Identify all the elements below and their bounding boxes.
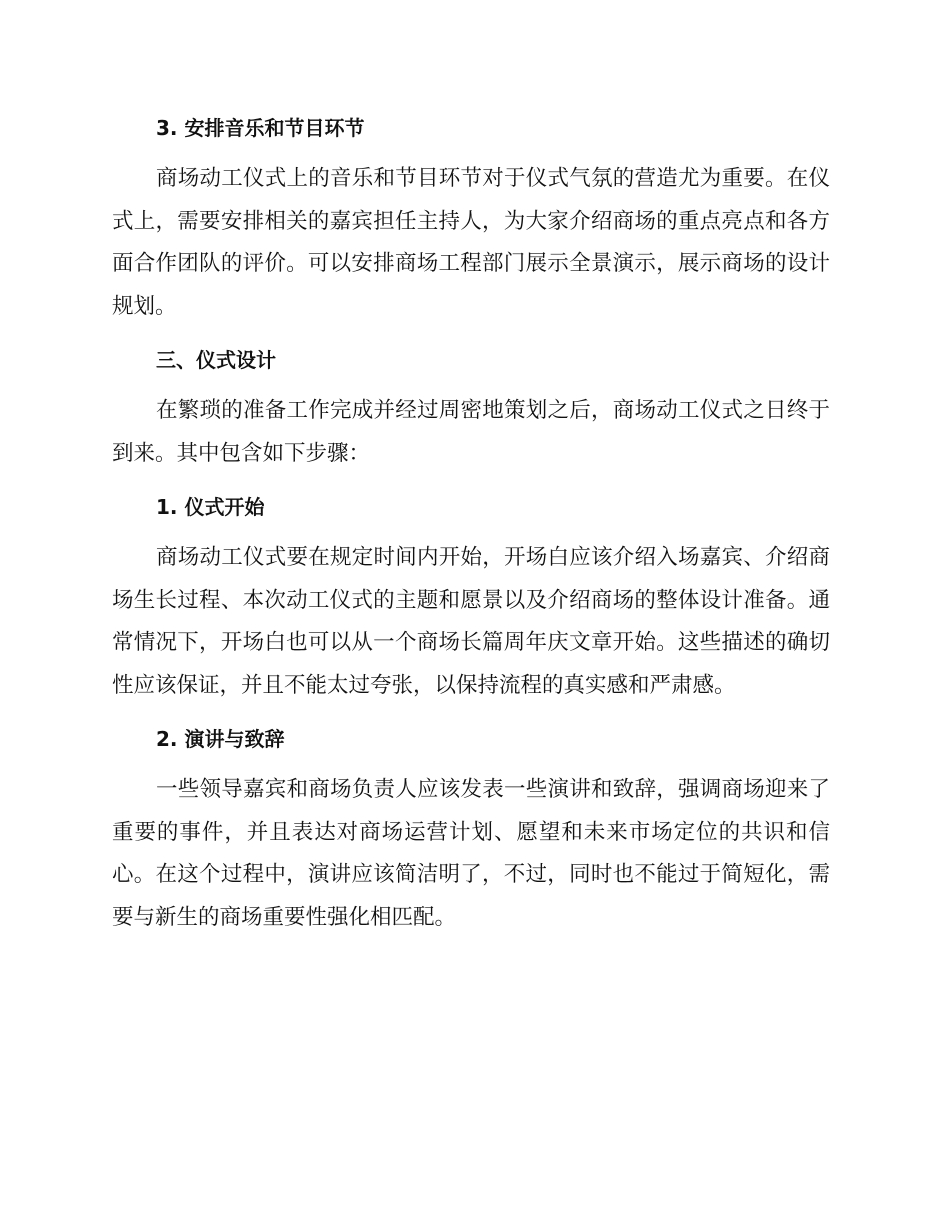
section-heading-ceremony-design: 三、仪式设计 <box>156 348 276 372</box>
section-paragraph-music-program: 商场动工仪式上的音乐和节目环节对于仪式气氛的营造尤为重要。在仪式上，需要安排相关的嘉宾担任主持人，为大家介绍商场的重点亮点和各方面合作团队的评价。可以安排商场工程部门展示全景演示，展示商场的设计规划。 <box>112 166 830 319</box>
section-heading-ceremony-start: 1. 仪式开始 <box>156 495 265 519</box>
document-body <box>112 108 830 939</box>
section-paragraph-ceremony-design: 在繁琐的准备工作完成并经过周密地策划之后，商场动工仪式之日终于到来。其中包含如下步骤： <box>112 398 830 466</box>
section-heading-speeches: 2. 演讲与致辞 <box>156 727 285 751</box>
section-heading-music-program: 3. 安排音乐和节目环节 <box>156 116 365 140</box>
section-paragraph-speeches: 一些领导嘉宾和商场负责人应该发表一些演讲和致辞，强调商场迎来了重要的事件，并且表达对商场运营计划、愿望和未来市场定位的共识和信心。在这个过程中，演讲应该简洁明了，不过，同时也不能过于简短化，需要与新生的商场重要性强化相匹配。 <box>112 777 830 930</box>
section-paragraph-ceremony-start: 商场动工仪式要在规定时间内开始，开场白应该介绍入场嘉宾、介绍商场生长过程、本次动工仪式的主题和愿景以及介绍商场的整体设计准备。通常情况下，开场白也可以从一个商场长篇周年庆文章开始。这些描述的确切性应该保证，并且不能太过夸张，以保持流程的真实感和严肃感。 <box>112 545 830 698</box>
